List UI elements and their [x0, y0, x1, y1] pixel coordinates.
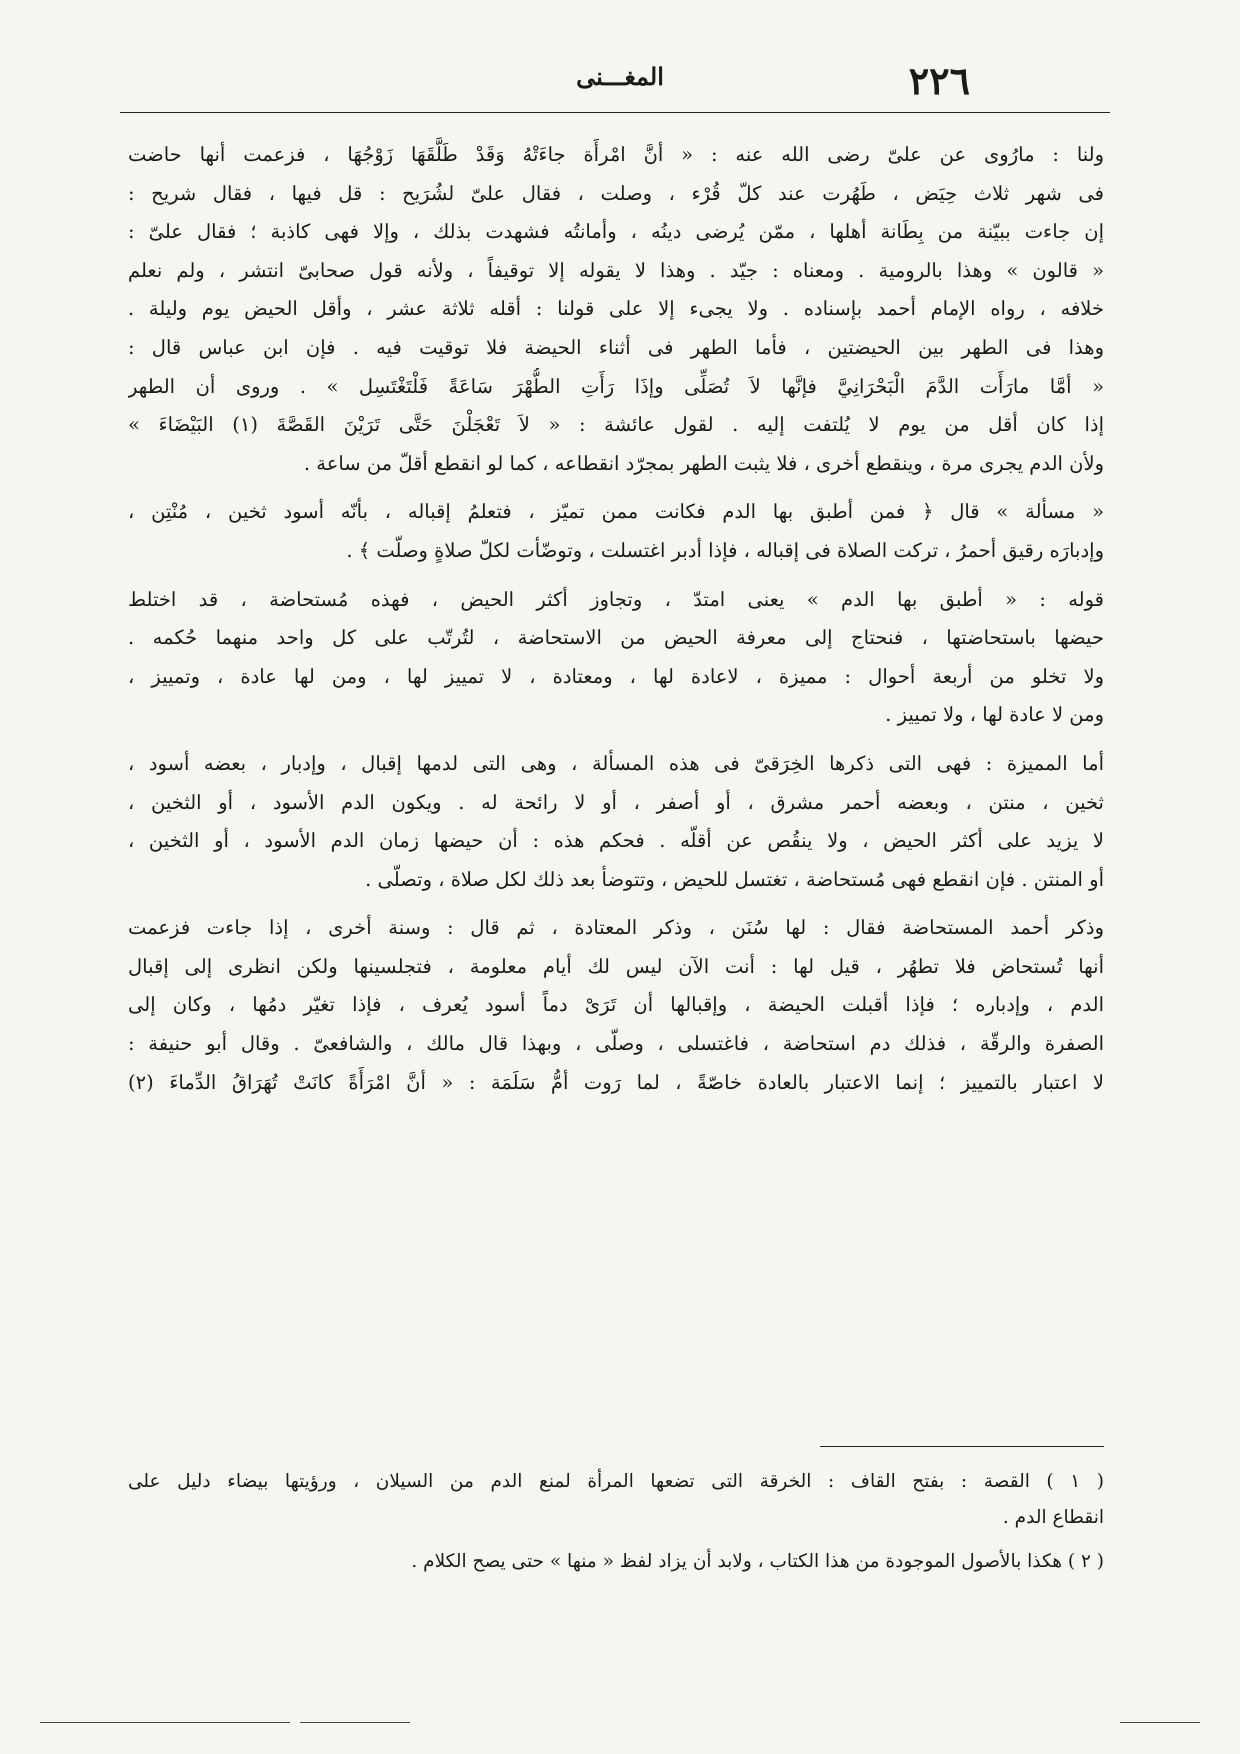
main-text — [128, 136, 1104, 1102]
text-line: فى شهر ثلاث حِيَض ، طَهُرت عند كلّ قُرْء ، وصلت ، فقال علىّ لشُرَيح : قل فيها ، فقال شريح : — [128, 181, 1104, 205]
text-line: الدم ، وإدباره ؛ فإذا أقبلت الحيضة ، وإقبالها أن تَرَىْ دماً أسود يُعرف ، فإذا تغيّر دمُها ، وكان إلى — [128, 993, 1104, 1017]
bottom-rule — [300, 1722, 410, 1723]
text-line: وذكر أحمد المستحاضة فقال : لها سُنَن ، وذكر المعتادة ، ثم قال : وسنة أخرى ، إذا جاءت فزعمت — [128, 916, 1104, 940]
footnote-line: ( ٢ ) هكذا بالأصول الموجودة من هذا الكتاب ، ولابد أن يزاد لفظ « منها » حتى يصح الكلام . — [411, 1551, 1104, 1572]
bottom-rule — [40, 1722, 290, 1723]
text-line: لا اعتبار بالتمييز ؛ إنما الاعتبار بالعادة خاصّةً ، لما رَوت أمُّ سَلَمَة : « أنَّ امْرَأَةً كانَتْ تُهَرَاقُ الدِّماءَ (٢) — [128, 1070, 1104, 1094]
paragraph — [128, 909, 1104, 1102]
text-line: « مسألة » قال ﴿ فمن أطبق بها الدم فكانت ممن تميّز ، فتعلمُ إقباله ، بأنّه أسود ثخين ، مُنْتِن ، — [128, 500, 1104, 524]
text-line: وإدبارَه رقيق أحمرُ ، تركت الصلاة فى إقباله ، فإذا أدبر اغتسلت ، وتوضّأت لكلّ صلاةٍ وصلّت ﴾ . — [346, 538, 1104, 562]
text-line: قوله : « أطبق بها الدم » يعنى امتدّ ، وتجاوز أكثر الحيض ، فهذه مُستحاضة ، قد اختلط — [128, 587, 1104, 611]
text-line: « أمَّا مارَأَت الدَّمَ الْبَحْرَانِيَّ فإنَّها لاَ تُصَلِّى وإذَا رَأَتِ الطُّهْرَ سَاعَةً فَلْتَغْتَسِل » . وروى أن الطهر — [128, 374, 1104, 398]
header-rule — [120, 112, 1110, 113]
footnote — [128, 1464, 1104, 1536]
text-line: ولأن الدم يجرى مرة ، وينقطع أخرى ، فلا يثبت الطهر بمجرّد انقطاعه ، كما لو انقطع أقلّ من ساعة . — [303, 451, 1104, 475]
text-line: ثخين ، منتن ، وبعضه أحمر مشرق ، أو أصفر ، أو لا رائحة له . ويكون الدم الأسود ، أو الثخين ، — [128, 790, 1104, 814]
footnote — [128, 1544, 1104, 1580]
footnote-line: انقطاع الدم . — [1002, 1507, 1104, 1528]
paragraph — [128, 493, 1104, 570]
text-line: ومن لا عادة لها ، ولا تمييز . — [885, 703, 1104, 727]
text-line: وهذا فى الطهر بين الحيضتين ، فأما الطهر فى أثناء الحيضة فلا توقيت فيه . فإن ابن عباس قال : — [128, 335, 1104, 359]
text-line: الصفرة والرقّة ، فذلك دم استحاضة ، فاغتسلى ، وصلّى ، وبهذا قال مالك ، والشافعىّ . وقال أبو حنيفة : — [128, 1032, 1104, 1056]
footnote-line: ( ١ ) القصة : بفتح القاف : الخرقة التى تضعها المرأة لمنع الدم من السيلان ، ورؤيتها بيضاء دليل على — [128, 1471, 1104, 1492]
paragraph — [128, 136, 1104, 483]
text-line: حيضها باستحاضتها ، فنحتاج إلى معرفة الحيض من الاستحاضة ، لتُرتّب على كل واحد منهما حُكمه . — [128, 626, 1104, 650]
page-header — [140, 58, 1100, 108]
text-line: « قالون » وهذا بالرومية . ومعناه : جيّد . وهذا لا يقوله إلا توقيفاً ، ولأنه قول صحابىّ انتشر ، ولم نعلم — [128, 258, 1104, 282]
footnote-rule — [820, 1446, 1104, 1447]
running-title: المغـــنى — [576, 62, 664, 91]
bottom-rule — [1120, 1722, 1200, 1723]
footnotes — [128, 1464, 1104, 1580]
text-line: أو المنتن . فإن انقطع فهى مُستحاضة ، تغتسل للحيض ، وتتوضأ بعد ذلك لكل صلاة ، وتصلّى . — [365, 867, 1104, 891]
text-line: ولا تخلو من أربعة أحوال : مميزة ، لاعادة لها ، ومعتادة ، لا تمييز لها ، ومن لها عادة ، وتمييز ، — [128, 664, 1104, 688]
page-number: ٢٢٦ — [908, 58, 970, 103]
text-line: أنها تُستحاض فلا تطهُر ، قيل لها : أنت الآن ليس لك أيام معلومة ، فتجلسينها ولكن انظرى إلى إقبال — [128, 954, 1104, 978]
text-line: أما المميزة : فهى التى ذكرها الخِرَقىّ فى هذه المسألة ، وهى التى لدمها إقبال ، وإدبار ، بعضه أسود ، — [128, 751, 1104, 775]
text-line: لا يزيد على أكثر الحيض ، ولا ينقُص عن أقلّه . فحكم هذه : أن حيضها زمان الدم الأسود ، أو الثخين ، — [128, 829, 1104, 853]
paragraph — [128, 581, 1104, 735]
text-line: إن جاءت ببيّنة من بِطَانة أهلها ، ممّن يُرضى دينُه ، وأمانتُه فشهدت بذلك ، وإلا فهى كاذبة ؛ فقال علىّ : — [128, 220, 1104, 244]
text-line: خلافه ، رواه الإمام أحمد بإسناده . ولا يجىء إلا على قولنا : أقله ثلاثة عشر ، وأقل الحيض يوم وليلة . — [128, 297, 1104, 321]
text-line: ولنا : مارُوى عن علىّ رضى الله عنه : « أنَّ امْرأَة جاءَتْهُ وَقَدْ طَلَّقَهَا زَوْجُهَا ، فزعمت أنها حاضت — [128, 143, 1104, 166]
paragraph — [128, 745, 1104, 899]
text-line: إذا كان أقل من يوم لا يُلتفت إليه . لقول عائشة : « لاَ تَعْجَلْنَ حَتَّى تَرَيْنَ القَصَّةَ (١) البَيْضَاءَ » — [128, 413, 1104, 437]
